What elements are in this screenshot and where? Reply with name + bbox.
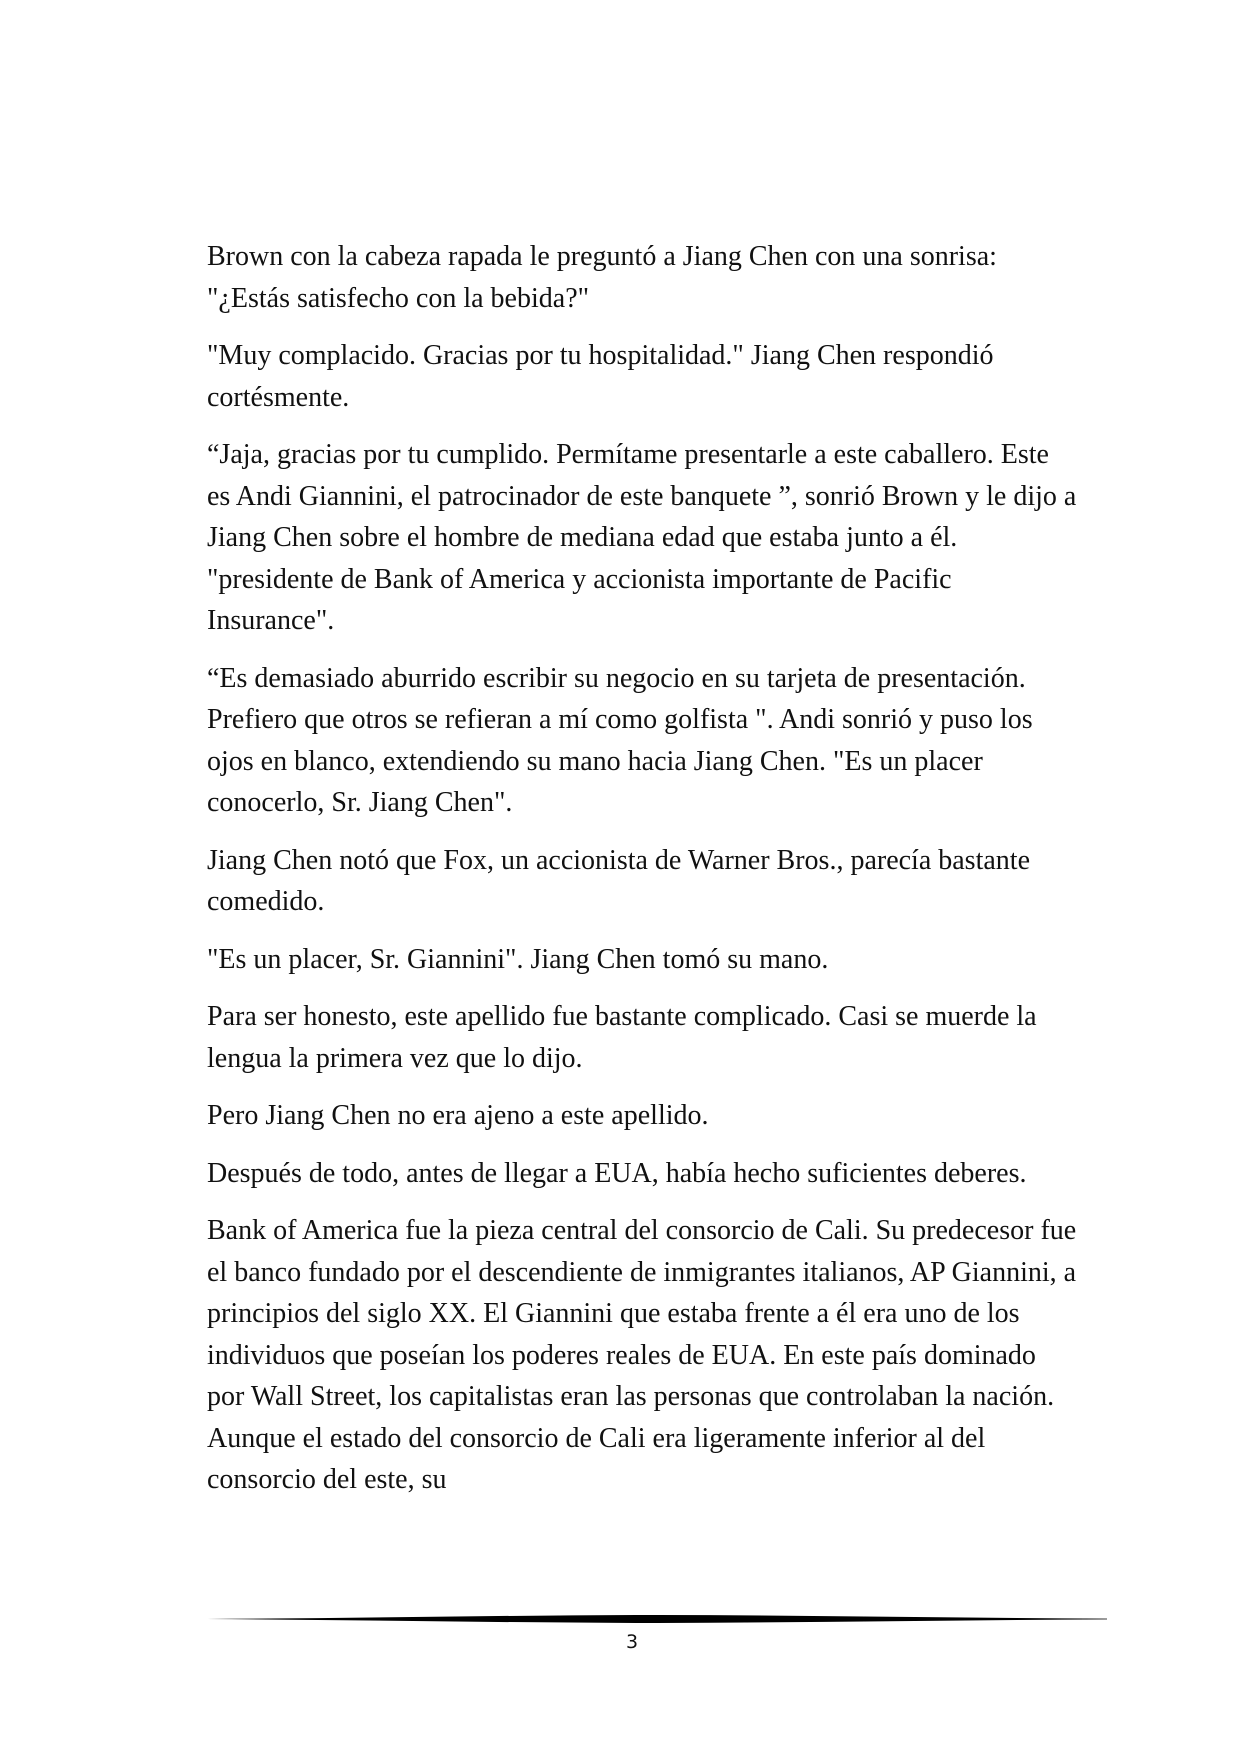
footer-divider	[207, 1612, 1107, 1626]
paragraph-1: Brown con la cabeza rapada le preguntó a Jiang Chen con una sonrisa: "¿Estás satisfecho con la bebida?"	[207, 241, 997, 314]
body-text	[207, 236, 1077, 1517]
paragraph-5: Jiang Chen notó que Fox, un accionista de Warner Bros., parecía bastante comedido.	[207, 844, 1030, 917]
paragraph-2: "Muy complacido. Gracias por tu hospitalidad." Jiang Chen respondió cortésmente.	[207, 340, 994, 413]
paragraph-4: “Es demasiado aburrido escribir su negocio en su tarjeta de presentación. Prefiero que otros se refieran a mí como golfista ". Andi sonrió y puso los ojos en blanco, extendiendo su mano hacia Jiang Chen. "Es un placer conocerlo, Sr. Jiang Chen".	[207, 662, 1033, 818]
paragraph-3: “Jaja, gracias por tu cumplido. Permítame presentarle a este caballero. Este es Andi Giannini, el patrocinador de este banquete ”, sonrió Brown y le dijo a Jiang Chen sobre el hombre de mediana edad que estaba junto a él. "presidente de Bank of America y accionista importante de Pacific Insurance".	[207, 439, 1077, 636]
paragraph-7: Para ser honesto, este apellido fue bastante complicado. Casi se muerde la lengua la primera vez que lo dijo.	[207, 1001, 1037, 1074]
paragraph-6: "Es un placer, Sr. Giannini". Jiang Chen tomó su mano.	[207, 943, 829, 975]
paragraph-9: Después de todo, antes de llegar a EUA, había hecho suficientes deberes.	[207, 1157, 1027, 1189]
paragraph-10: Bank of America fue la pieza central del consorcio de Cali. Su predecesor fue el banco fundado por el descendiente de inmigrantes italianos, AP Giannini, a principios del siglo XX. El Giannini que estaba frente a él era uno de los individuos que poseían los poderes reales de EUA. En este país dominado por Wall Street, los capitalistas eran las personas que controlaban la nación. Aunque el estado del consorcio de Cali era ligeramente inferior al del consorcio del este, su	[207, 1215, 1077, 1495]
paragraph-8: Pero Jiang Chen no era ajeno a este apellido.	[207, 1100, 709, 1131]
page-number: 3	[625, 1631, 639, 1653]
